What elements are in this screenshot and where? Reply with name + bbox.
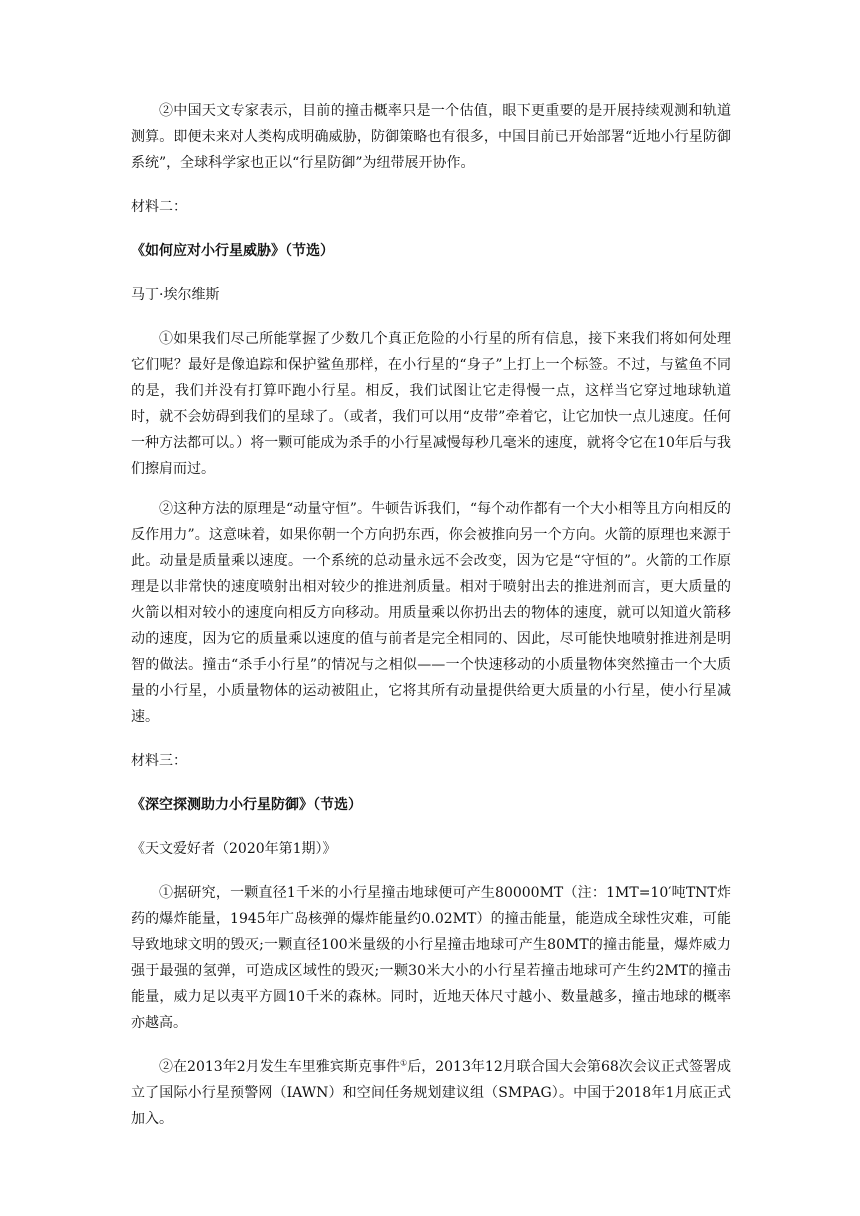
material3-paragraph-1: ①据研究，一颗直径1千米的小行星撞击地球便可产生80000MT（注：1MT=10′吨TNT炸药的爆炸能量，1945年广岛核弹的爆炸能量约0.02MT）的撞击能量，能造成全球性灾难，可能导致地球文明的毁灭;一颗直径100米量级的小行星撞击地球可产生80MT的撞击能量，爆炸威力强于最强的氢弹，可造成区域性的毁灭;一颗30米大小的小行星若撞击地球可产生约2MT的撞击能量，威力足以夷平方圆10千米的森林。同时，近地天体尺寸越小、数量越多，撞击地球的概率亦越高。: [131, 885, 731, 1031]
material3-label: 材料三：: [131, 753, 187, 769]
material3-paragraph-2: [131, 1054, 731, 1132]
material3-source: 《天文爱好者（2020年第1期）》: [131, 841, 337, 857]
material2-paragraph-1: ①如果我们尽己所能掌握了少数几个真正危险的小行星的所有信息，接下来我们将如何处理它们呢？最好是像追踪和保护鲨鱼那样，在小行星的“身子”上打上一个标签。不过，与鲨鱼不同的是，我们并没有打算吓跑小行星。相反，我们试图让它走得慢一点，这样当它穿过地球轨道时，就不会妨碍到我们的星球了。（或者，我们可以用“皮带”牵着它，让它加快一点儿速度。任何一种方法都可以。）将一颗可能成为杀手的小行星减慢每秒几毫米的速度，就将令它在10年后与我们擦肩而过。: [131, 331, 731, 477]
document-content: [131, 98, 731, 1132]
material3-paragraph-2-part-b: 后，2013年12月联合国大会第68次会议正式签署成立了国际小行星预警网（IAWN）和空间任务规划建议组（SMPAG）。中国于2018年1月底正式加入。: [131, 1059, 731, 1127]
material3-paragraph-2-part-a: ②在2013年2月发生车里雅宾斯克事件: [159, 1059, 400, 1075]
material1-paragraph-2: ②中国天文专家表示，目前的撞击概率只是一个估值，眼下更重要的是开展持续观测和轨道测算。即便未来对人类构成明确威胁，防御策略也有很多，中国目前已开始部署“近地小行星防御系统”，全球科学家也正以“行星防御”为纽带展开协作。: [131, 103, 731, 171]
footnote-marker: ①: [399, 1058, 408, 1068]
material2-label: 材料二：: [131, 199, 187, 215]
material3-title: 《深空探测助力小行星防御》（节选）: [131, 797, 362, 813]
material2-paragraph-2: ②这种方法的原理是“动量守恒”。牛顿告诉我们，“每个动作都有一个大小相等且方向相反的反作用力”。这意味着，如果你朝一个方向扔东西，你会被推向另一个方向。火箭的原理也来源于此。动量是质量乘以速度。一个系统的总动量永远不会改变，因为它是“守恒的”。火箭的工作原理是以非常快的速度喷射出相对较少的推进剂质量。相对于喷射出去的推进剂而言，更大质量的火箭以相对较小的速度向相反方向移动。用质量乘以你扔出去的物体的速度，就可以知道火箭移动的速度，因为它的质量乘以速度的值与前者是完全相同的、因此，尽可能快地喷射推进剂是明智的做法。撞击“杀手小行星”的情况与之相似——一个快速移动的小质量物体突然撞击一个大质量的小行星，小质量物体的运动被阻止，它将其所有动量提供给更大质量的小行星，使小行星减速。: [131, 501, 731, 725]
material2-title: 《如何应对小行星威胁》（节选）: [131, 243, 334, 259]
material2-author: 马丁·埃尔维斯: [131, 287, 220, 303]
